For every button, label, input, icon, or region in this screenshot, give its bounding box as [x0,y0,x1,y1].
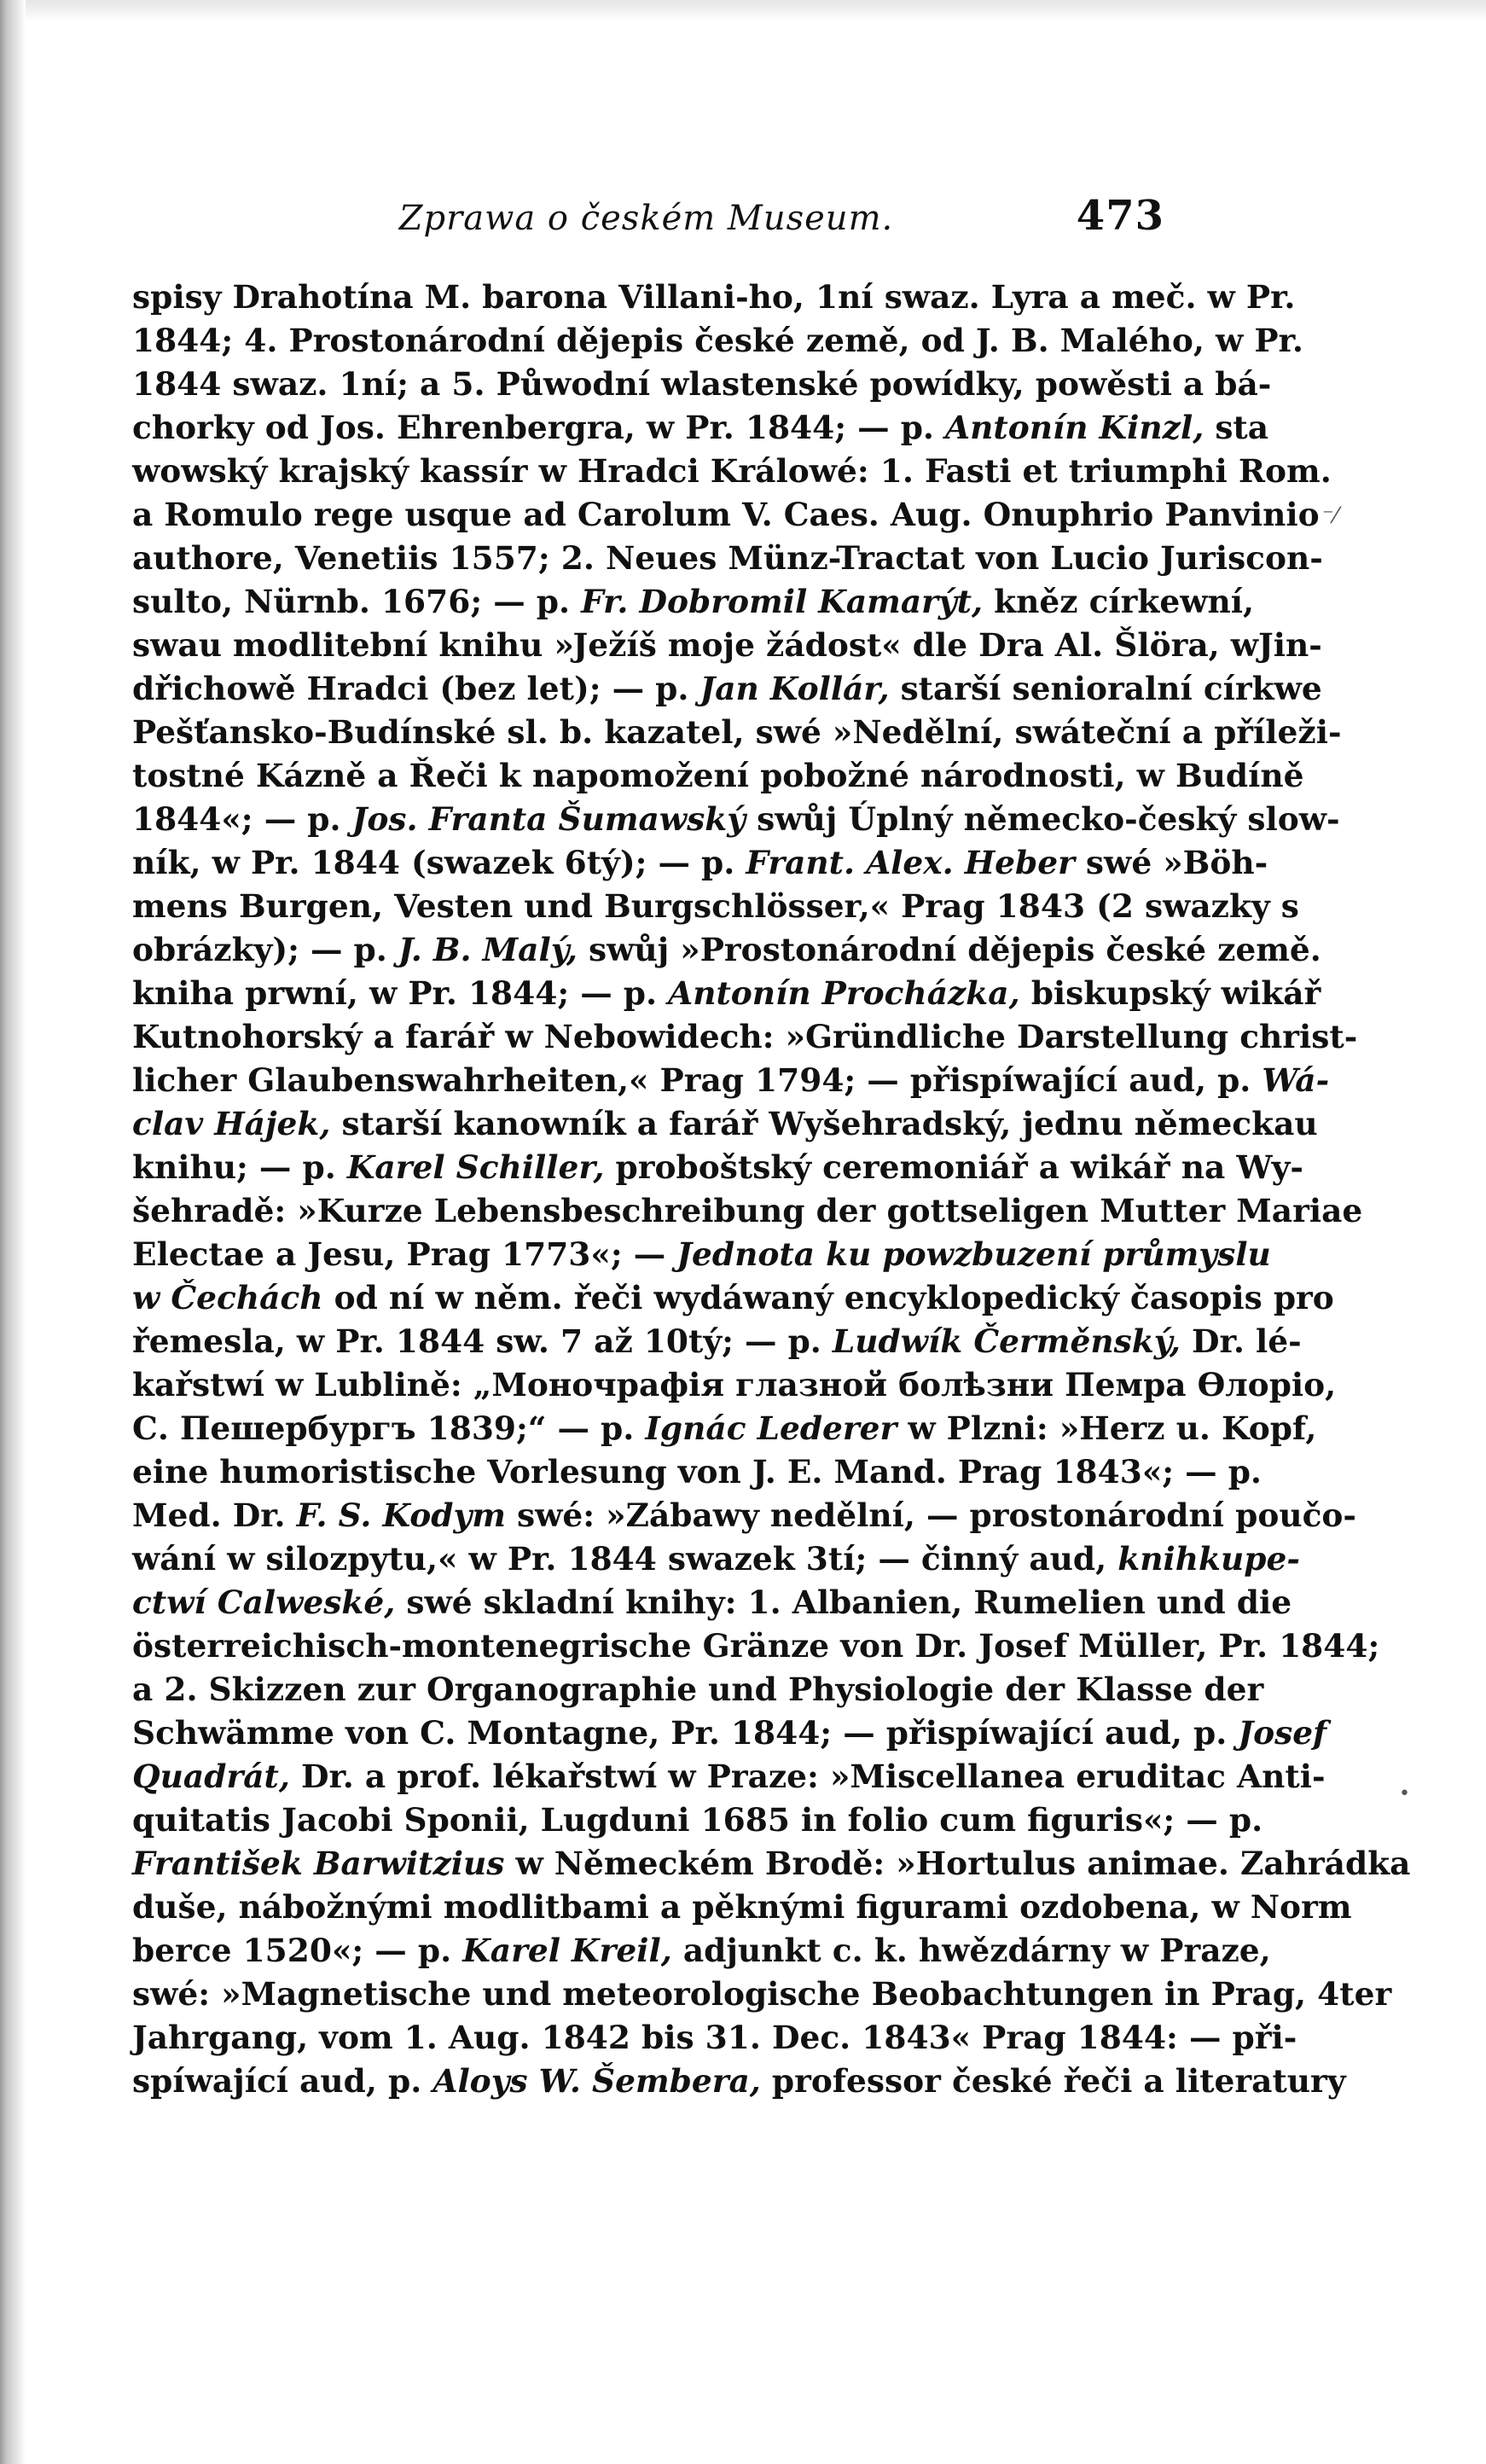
text-segment: eine humoristische Vorlesung von J. E. Mand. Prag 1843«; — p. [132,1453,1262,1491]
text-segment: 1844 swaz. 1ní; a 5. Půwodní wlastenské powídky, powěsti a bá- [132,365,1272,403]
text-line [132,972,1321,1015]
text-line [132,1929,1271,1973]
text-line [132,1102,1318,1146]
text-segment: swé skladní knihy: 1. Albanien, Rumelien und die [395,1584,1292,1621]
text-segment: С. Пешербургъ 1839;“ — p. [132,1409,646,1447]
text-line [132,885,1299,928]
text-line [132,798,1340,841]
text-segment: dřichowě Hradci (bez let); — p. [132,670,700,707]
italic-name: Wá- [1262,1061,1330,1099]
text-segment: sta [1204,409,1269,446]
italic-name: ctwí Calweské, [132,1584,396,1621]
text-line [132,493,1320,537]
text-segment: a 2. Skizzen zur Organographie und Physiologie der Klasse der [132,1671,1264,1708]
text-segment: licher Glaubenswahrheiten,« Prag 1794; — přispíwající aud, p. [132,1061,1263,1099]
text-line [132,1407,1317,1450]
text-line [132,1755,1326,1799]
text-segment: adjunkt c. k. hwězdárny w Praze, [671,1932,1271,1969]
italic-name: Fr. Dobromil Kamarýt, [581,583,984,620]
margin-pencil-mark: ⁻⁄ [1322,503,1338,529]
text-line [132,1015,1358,1059]
text-segment: a Romulo rege usque ad Carolum V. Caes. Aug. Onuphrio Panvinio [132,496,1320,533]
text-segment: spíwající aud, p. [132,2062,433,2100]
text-segment: österreichisch-montenegrische Gränze von Dr. Josef Müller, Pr. 1844; [132,1627,1380,1665]
margin-dot-mark: • [1399,1783,1410,1804]
italic-name: clav Hájek, [132,1105,331,1142]
text-segment: chorky od Jos. Ehrenbergra, w Pr. 1844; — p. [132,409,946,446]
text-line [132,1450,1262,1494]
italic-name: F. S. Kodym [296,1496,506,1534]
italic-name: w Čechách [132,1279,323,1316]
text-line [132,1233,1271,1276]
text-line [132,1363,1337,1407]
italic-name: Karel Kreil, [462,1932,672,1969]
italic-name: Antonín Procházka, [668,974,1020,1012]
text-line [132,1276,1334,1320]
italic-name: Quadrát, [132,1758,290,1795]
text-line [132,319,1303,363]
text-line [132,537,1323,580]
text-segment: Dr. lé- [1180,1322,1302,1360]
text-segment: duše, nábožnými modlitbami a pěknými figurami ozdobena, w Norm [132,1888,1352,1926]
text-line [132,754,1304,798]
text-segment: tostné Kázně a Řeči k napomožení pobožné národnosti, w Budíně [132,757,1304,794]
text-line [132,667,1322,711]
text-line [132,841,1268,885]
text-segment: swau modlitební knihu »Ježíš moje žádost« dle Dra Al. Šlöra, wJin- [132,626,1322,664]
italic-name: Antonín Kinzl, [945,409,1204,446]
text-segment: šehradě: »Kurze Lebensbeschreibung der gottseligen Mutter Mariae [132,1192,1363,1229]
text-segment: quitatis Jacobi Sponii, Lugduni 1685 in folio cum figuris«; — p. [132,1801,1263,1839]
text-line [132,1494,1356,1537]
text-line [132,2060,1346,2103]
italic-name: Ignác Lederer [645,1409,897,1447]
text-segment: obrázky); — p. [132,931,398,968]
italic-name: Aloys W. Šembera, [432,2062,761,2100]
text-line [132,1799,1263,1842]
text-segment: kařstwí w Lublině: „Моночрафія глазной болѣзни Пемра Өлорio, [132,1366,1337,1403]
text-segment: Jahrgang, vom 1. Aug. 1842 bis 31. Dec. 1843« Prag 1844: — při- [132,2019,1297,2056]
text-segment: Electae a Jesu, Prag 1773«; — [132,1235,677,1273]
text-segment: wowský krajský kassír w Hradci Králowé: 1. Fasti et triumphi Rom. [132,452,1332,490]
text-segment: swé »Böh- [1074,844,1268,881]
italic-name: Josef [1238,1714,1327,1752]
text-segment: mens Burgen, Vesten und Burgschlösser,« Prag 1843 (2 swazky s [132,887,1299,925]
text-line [132,711,1342,754]
text-segment: w Německém Brodě: »Hortulus animae. Zahrádka [504,1845,1411,1882]
text-segment: Kutnohorský a farář w Nebowidech: »Gründliche Darstellung christ- [132,1018,1358,1055]
italic-name: Karel Schiller, [346,1148,605,1186]
scan-left-edge [0,0,26,2464]
page-header [128,192,1164,243]
scan-top-edge [0,0,1486,22]
text-segment: starší senioralní církwe [889,670,1322,707]
italic-name: František Barwitzius [132,1845,505,1882]
text-line [132,2016,1297,2060]
text-segment: berce 1520«; — p. [132,1932,463,1969]
text-line [132,1189,1363,1233]
text-segment: od ní w něm. řeči wydáwaný encyklopedický časopis pro [322,1279,1334,1316]
text-line [132,1146,1303,1189]
text-segment: Schwämme von C. Montagne, Pr. 1844; — přispíwající aud, p. [132,1714,1239,1752]
text-line [132,1320,1302,1363]
text-segment: kněz církewní, [983,583,1255,620]
text-line [132,580,1255,624]
italic-name: Ludwík Čerměnský, [832,1322,1181,1360]
italic-name: Frant. Alex. Heber [746,844,1075,881]
text-line [132,1668,1264,1711]
page-number: 473 [1076,192,1164,240]
text-segment: swé: »Zábawy nedělní, — prostonárodní poučo- [505,1496,1356,1534]
text-line [132,1537,1300,1581]
text-segment: swé: »Magnetische und meteorologische Beobachtungen in Prag, 4ter [132,1975,1392,2013]
text-segment: 1844; 4. Prostonárodní dějepis české země, od J. B. Malého, w Pr. [132,322,1303,359]
text-segment: authore, Venetiis 1557; 2. Neues Münz-Tractat von Lucio Juriscon- [132,539,1323,577]
text-segment: proboštský ceremoniář a wikář na Wy- [604,1148,1303,1186]
text-segment: 1844«; — p. [132,800,352,838]
text-segment: spisy Drahotína M. barona Villani-ho, 1ní swaz. Lyra a meč. w Pr. [132,278,1296,316]
italic-name: Jos. Franta Šumawský [351,800,746,838]
text-line [132,276,1296,319]
text-segment: sulto, Nürnb. 1676; — p. [132,583,582,620]
italic-name: J. B. Malý, [398,931,578,968]
text-line [132,363,1272,406]
text-segment: kniha prwní, w Pr. 1844; — p. [132,974,669,1012]
body-text [132,276,1411,2103]
text-line [132,1886,1352,1929]
text-segment: swůj Úplný německo-český slow- [746,800,1340,838]
text-line [132,1059,1330,1102]
text-line [132,928,1321,972]
italic-name: Jednota ku powzbuzení průmyslu [676,1235,1271,1273]
text-segment: biskupský wikář [1019,974,1321,1012]
running-title: Zprawa o českém Museum. [398,199,894,238]
text-segment: Dr. a prof. lékařstwí w Praze: »Miscellanea eruditac Anti- [289,1758,1326,1795]
text-segment: wání w silozpytu,« w Pr. 1844 swazek 3tí; — činný aud, [132,1540,1118,1578]
text-line [132,1711,1327,1755]
text-segment: řemesla, w Pr. 1844 sw. 7 až 10tý; — p. [132,1322,833,1360]
text-segment: Med. Dr. [132,1496,297,1534]
text-segment: professor české řeči a literatury [760,2062,1346,2100]
italic-name: knihkupe- [1117,1540,1300,1578]
text-segment: Pešťansko-Budínské sl. b. kazatel, swé »Nedělní, swáteční a příleži- [132,713,1342,751]
text-line [132,624,1322,667]
text-segment: starší kanowník a farář Wyšehradský, jednu německau [330,1105,1318,1142]
text-segment: swůj »Prostonárodní dějepis české země. [577,931,1321,968]
italic-name: Jan Kollár, [699,670,890,707]
text-line [132,1973,1392,2016]
text-line [132,1842,1411,1886]
text-line [132,1581,1292,1624]
text-line [132,406,1269,450]
text-segment: w Plzni: »Herz u. Kopf, [897,1409,1317,1447]
text-segment: knihu; — p. [132,1148,347,1186]
text-segment: ník, w Pr. 1844 (swazek 6tý); — p. [132,844,746,881]
text-line [132,450,1332,493]
text-line [132,1624,1380,1668]
